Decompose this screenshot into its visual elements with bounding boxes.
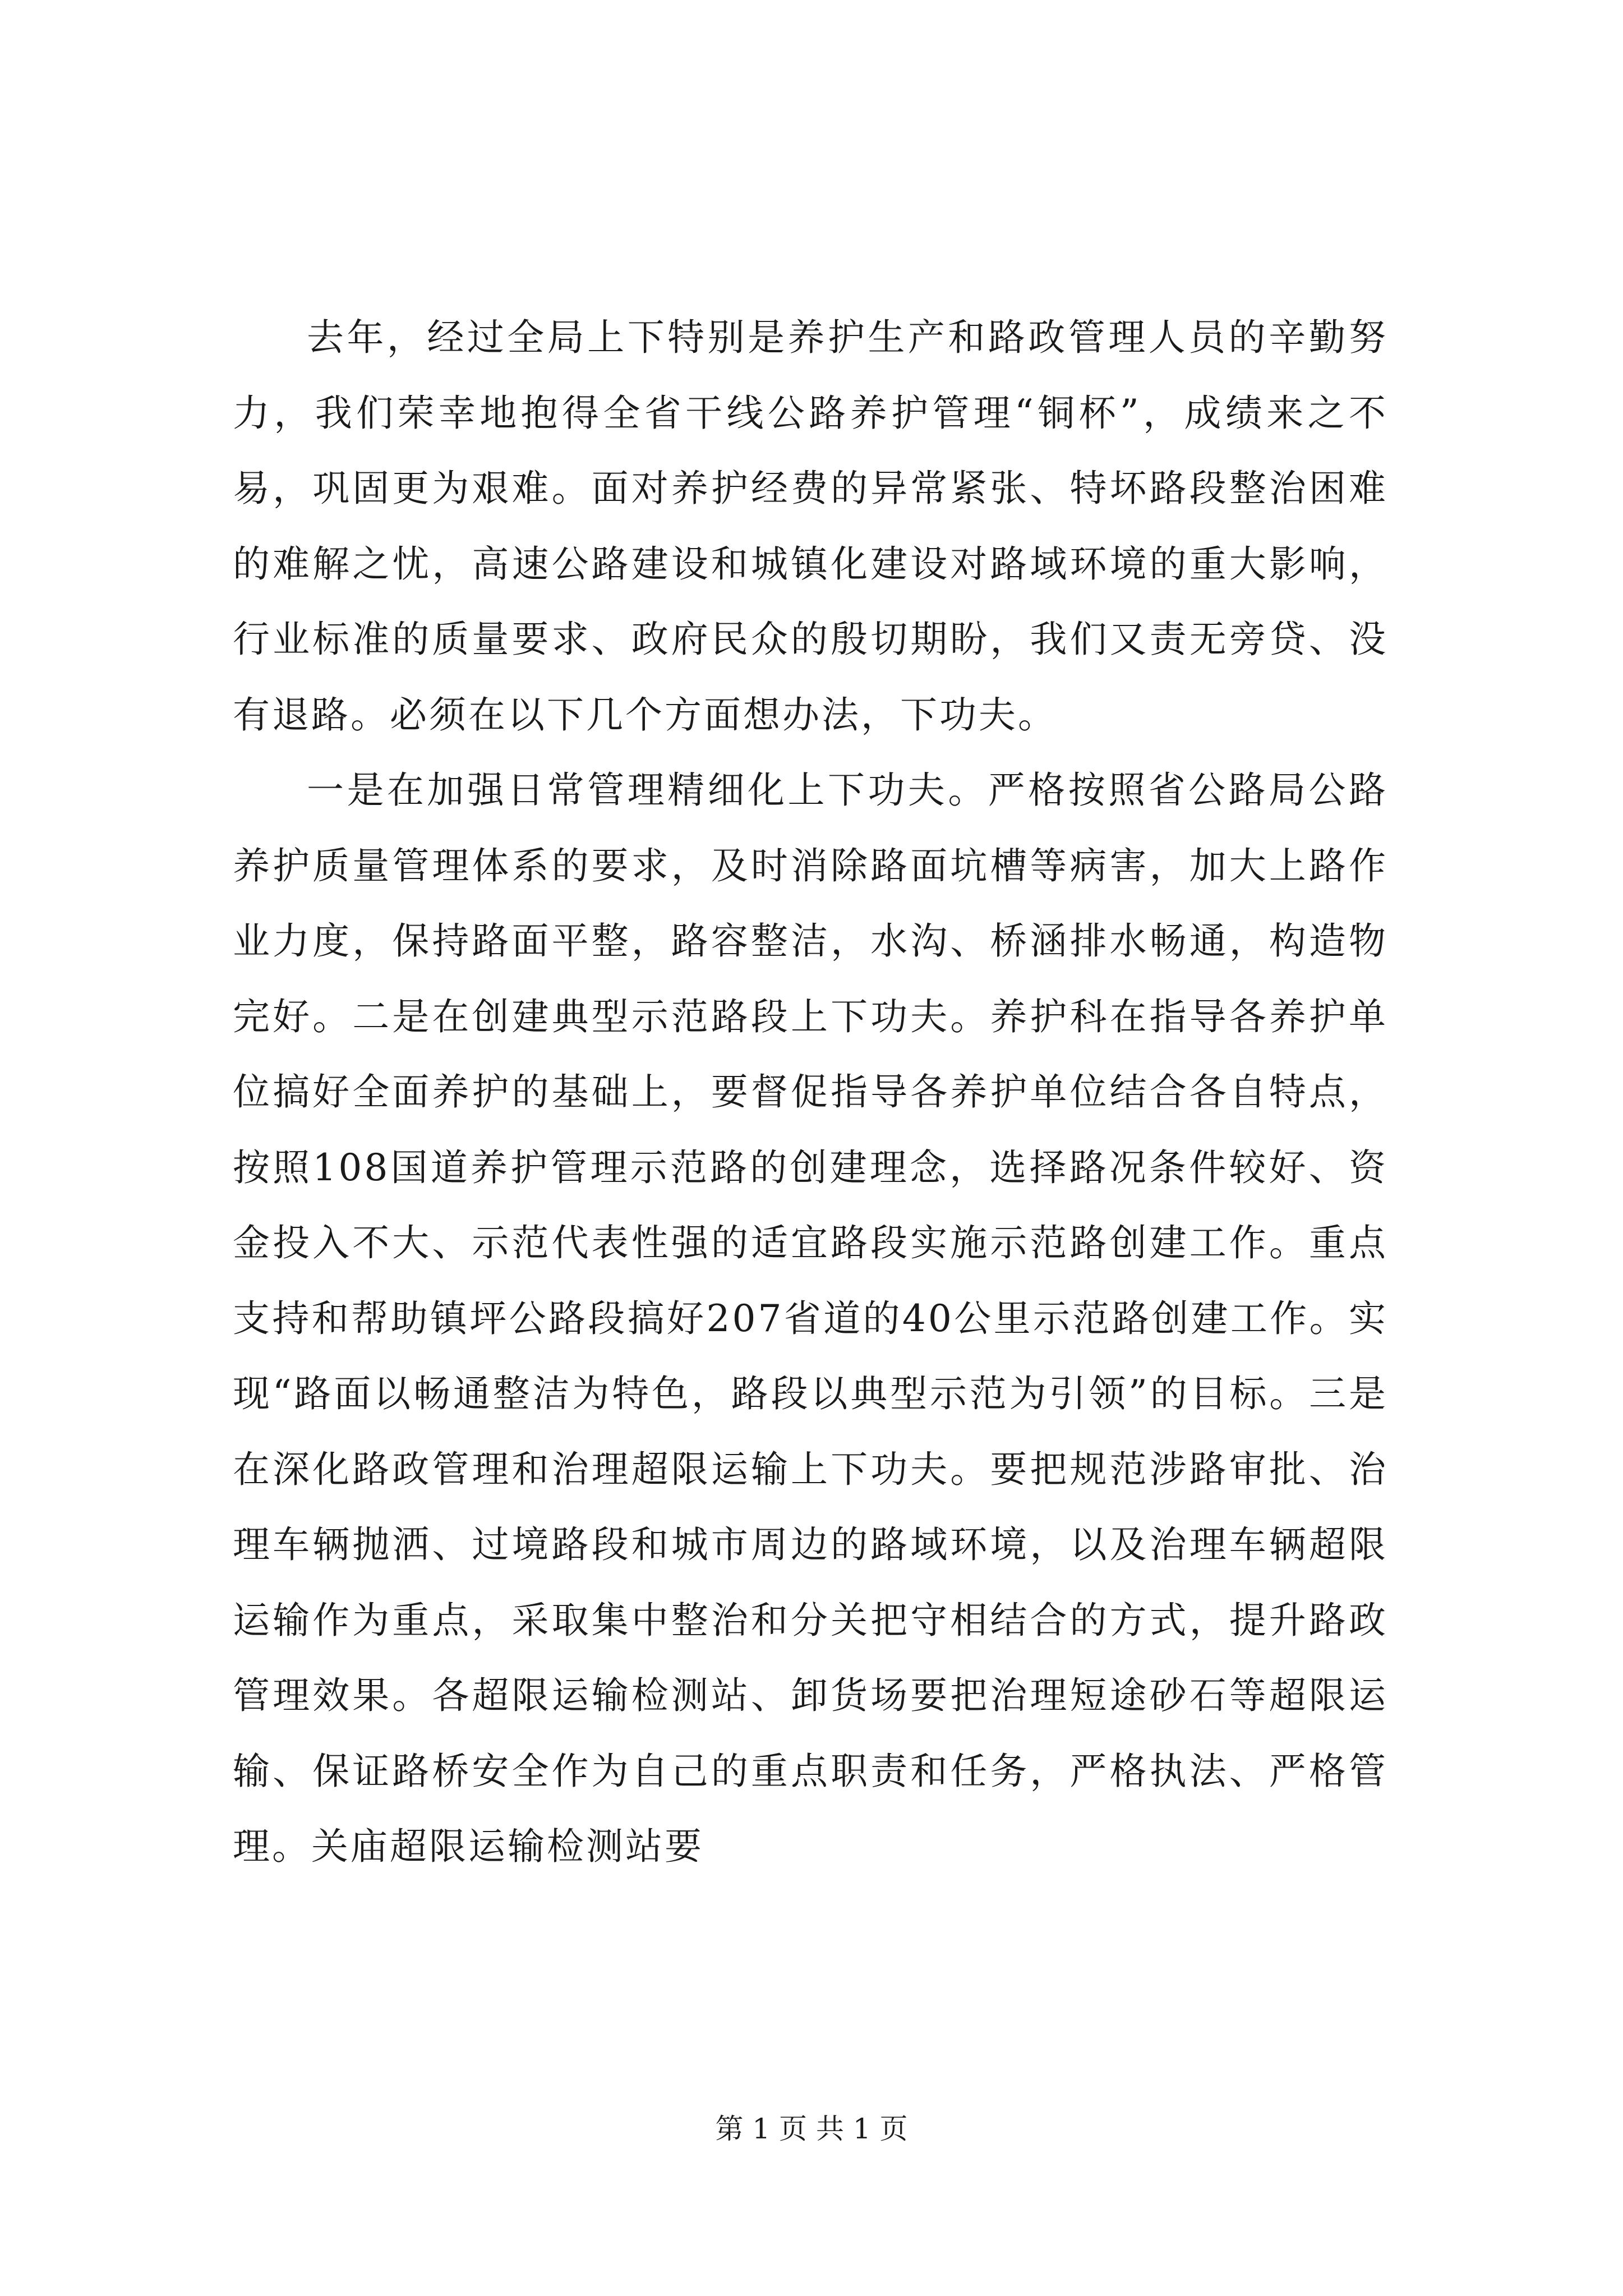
paragraph-intro: 去年，经过全局上下特别是养护生产和路政管理人员的辛勤努力，我们荣幸地抱得全省干线公路养护管理“铜杯”，成绩来之不易，巩固更为艰难。面对养护经费的异常紧张、特坏路段整治困难的难解之忧，高速公路建设和城镇化建设对路域环境的重大影响，行业标准的质量要求、政府民众的殷切期盼，我们又责无旁贷、没有退路。必须在以下几个方面想办法，下功夫。: [233, 316, 1388, 737]
page-footer: 第 1 页 共 1 页: [715, 2113, 908, 2145]
document-body: [233, 300, 1388, 1885]
paragraph-measures: 一是在加强日常管理精细化上下功夫。严格按照省公路局公路养护质量管理体系的要求，及时消除路面坑槽等病害，加大上路作业力度，保持路面平整，路容整洁，水沟、桥涵排水畅通，构造物完好。二是在创建典型示范路段上下功夫。养护科在指导各养护单位搞好全面养护的基础上，要督促指导各养护单位结合各自特点，按照108国道养护管理示范路的创建理念，选择路况条件较好、资金投入不大、示范代表性强的适宜路段实施示范路创建工作。重点支持和帮助镇坪公路段搞好207省道的40公里示范路创建工作。实现“路面以畅通整洁为特色，路段以典型示范为引领”的目标。三是在深化路政管理和治理超限运输上下功夫。要把规范涉路审批、治理车辆抛洒、过境路段和城市周边的路域环境，以及治理车辆超限运输作为重点，采取集中整治和分关把守相结合的方式，提升路政管理效果。各超限运输检测站、卸货场要把治理短途砂石等超限运输、保证路桥安全作为自己的重点职责和任务，严格执法、严格管理。关庙超限运输检测站要: [233, 769, 1388, 1868]
